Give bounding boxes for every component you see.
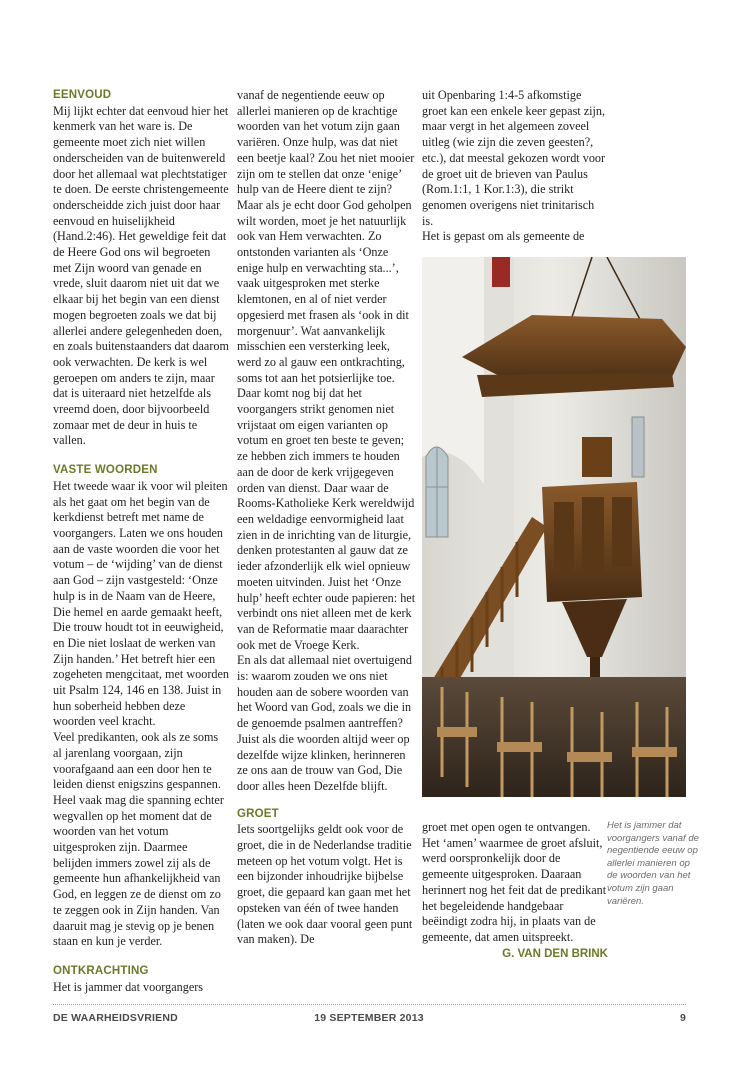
column-1 bbox=[53, 88, 229, 995]
paragraph: Iets soortgelijks geldt ook voor de groet, die in de Nederlandse traditie meteen op het votum volgt. Het is een bijzonder inhoudrijke bijbelse groet, die gepaard kan gaan met het opsteken van één of twee handen (laten we ook daar vooral geen punt van maken). De bbox=[237, 822, 413, 947]
heading-ontkrachting: ONTKRACHTING bbox=[53, 964, 149, 977]
paragraph: Het tweede waar ik voor wil pleiten als het gaat om het begin van de kerkdienst betreft met name de voorgangers. Laten we ons houden aan de vaste woorden die voor het votum – de ‘wijding’ van de dienst aan God – zijn vastgesteld: ‘Onze hulp is in de Naam van de Heere, Die hemel en aarde gemaakt heeft, Die trouw houdt tot in eeuwigheid, en Die niet loslaat de werken van Zijn handen.’ Het betreft hier een zogeheten mengcitaat, met woorden uit Psalm 124, 146 en 138. Juist in hun soberheid hebben deze woorden veel kracht. bbox=[53, 478, 229, 729]
paragraph: groet met open ogen te ontvangen. Het ‘amen’ waarmee de groet afsluit, werd oorspronkelijk door de gemeente uitgesproken. Daaraan herinnert nog het feit dat de predikant het begeleidende handgebaar beëindigt zodra hij, in plaats van de gemeente, dat amen uitspreekt. bbox=[422, 820, 607, 944]
column-2 bbox=[237, 88, 417, 948]
column-3-bottom bbox=[422, 820, 608, 962]
heading-groet: GROET bbox=[237, 807, 279, 820]
photo-caption: Het is jammer dat voorgangers vanaf de negentiende eeuw op allerlei manieren op de woorden van het votum zijn gaan variëren. bbox=[607, 820, 699, 907]
heading-eenvoud: EENVOUD bbox=[53, 89, 112, 101]
paragraph: Het is gepast om als gemeente de bbox=[422, 229, 585, 244]
pulpit-photo bbox=[422, 257, 686, 797]
footer-divider bbox=[53, 1004, 686, 1005]
heading-vaste-woorden: VASTE WOORDEN bbox=[53, 464, 158, 477]
pulpit-photo-graphic bbox=[422, 257, 686, 797]
paragraph: Veel predikanten, ook als ze soms al jarenlang voorgaan, zijn voorafgaand aan een door hen te leiden dienst enigszins gespannen. Heel vaak mag die spanning echter wegvallen op het moment dat de woorden van het votum uitgesproken zijn. Daarmee belijden immers zowel zij als de gemeente hun afhankelijkheid van God, en leggen ze de dienst om zo te zeggen ook in Zijn handen. Van daaruit mag je stevig op je benen staan en kun je verder. bbox=[53, 730, 224, 949]
paragraph: En als dat allemaal niet overtuigend is: waarom zouden we ons niet houden aan de sobere woorden van het Woord van God, zoals we die in de genoemde psalmen aantreffen? Juist als die woorden altijd weer op dezelfde wijze klinken, herinneren ze ons aan de trouw van God, Die door alles heen Dezelfde blijft. bbox=[237, 653, 412, 793]
paragraph: vanaf de negentiende eeuw op allerlei manieren op de krachtige woorden van het votum zijn gaan variëren. Onze hulp, was dat niet een beetje kaal? Zou het niet mooier zijn om te stellen dat onze ‘enige’ hulp van de Heere dient te zijn? bbox=[237, 88, 415, 197]
footer-publication: DE WAARHEIDSVRIEND bbox=[53, 1012, 178, 1024]
paragraph: Maar als je echt door God geholpen wilt worden, moet je het natuurlijk ook van Hem verwachten. Zo ontstonden varianten als ‘Onze enige hulp en verwachting sta...’, vaak uitgesproken met sterke klemtonen, en al of niet verder opgesierd met frasen als ‘ook in dit morgenuur’. Wat aanvankelijk misschien een versterking leek, werd zo al gauw een ontkrachting, soms tot aan het potsierlijke toe. bbox=[237, 197, 412, 385]
paragraph: Mij lijkt echter dat eenvoud hier het kenmerk van het ware is. De gemeente moet zich niet willen onderscheiden van de buitenwereld door het allemaal wat plechtstatiger te doen. De eerste christengemeente onderscheidde zich juist door haar eenvoud en huiselijkheid (Hand.2:46). Het geweldige feit dat de Heere God ons wil begroeten met Zijn woord van genade en vrede, sluit daarom niet uit dat we elkaar bij het begin van een dienst mogen begroeten zoals we dat bij allerlei andere gelegenheden doen, en zoals buitenstaanders dat daarom ook verwachten. De kerk is wel geroepen om anders te zijn, maar dat is uiteraard niet hetzelfde als vreemd doen, door bijvoorbeeld zomaar met de deur in huis te vallen. bbox=[53, 103, 229, 448]
paragraph: Daar komt nog bij dat het voorgangers strikt genomen niet vrijstaat om eigen varianten op votum en groet ten beste te geven; ze hebben zich immers te houden aan de door de kerk vrijgegeven orden van dienst. Daar waar de Rooms-Katholieke Kerk wereldwijd een weldadige eenvormigheid laat zien in de inrichting van de liturgie, denken protestanten al gauw dat ze ieder afzonderlijk elk wiel opnieuw moeten uitvinden. Juist het ‘Onze hulp’ heeft echter oude papieren: het verbindt ons niet alleen met de kerk van de Reformatie maar daarachter ook met de Vroege Kerk. bbox=[237, 386, 416, 652]
column-3-top bbox=[422, 88, 608, 245]
author-name: G. VAN DEN BRINK bbox=[502, 947, 608, 960]
paragraph: uit Openbaring 1:4-5 afkomstige groet kan een enkele keer gepast zijn, maar vergt in het algemeen zoveel uitleg (wie zijn die zeven geesten?, etc.), dat meestal gekozen wordt voor de groet uit de brieven van Paulus (Rom.1:1, 1 Kor.1:3), die strikt genomen overigens niet trinitarisch is. bbox=[422, 88, 606, 228]
footer-page-number: 9 bbox=[679, 1012, 686, 1024]
footer-date: 19 SEPTEMBER 2013 bbox=[314, 1012, 424, 1024]
paragraph: Het is jammer dat voorgangers bbox=[53, 979, 204, 994]
